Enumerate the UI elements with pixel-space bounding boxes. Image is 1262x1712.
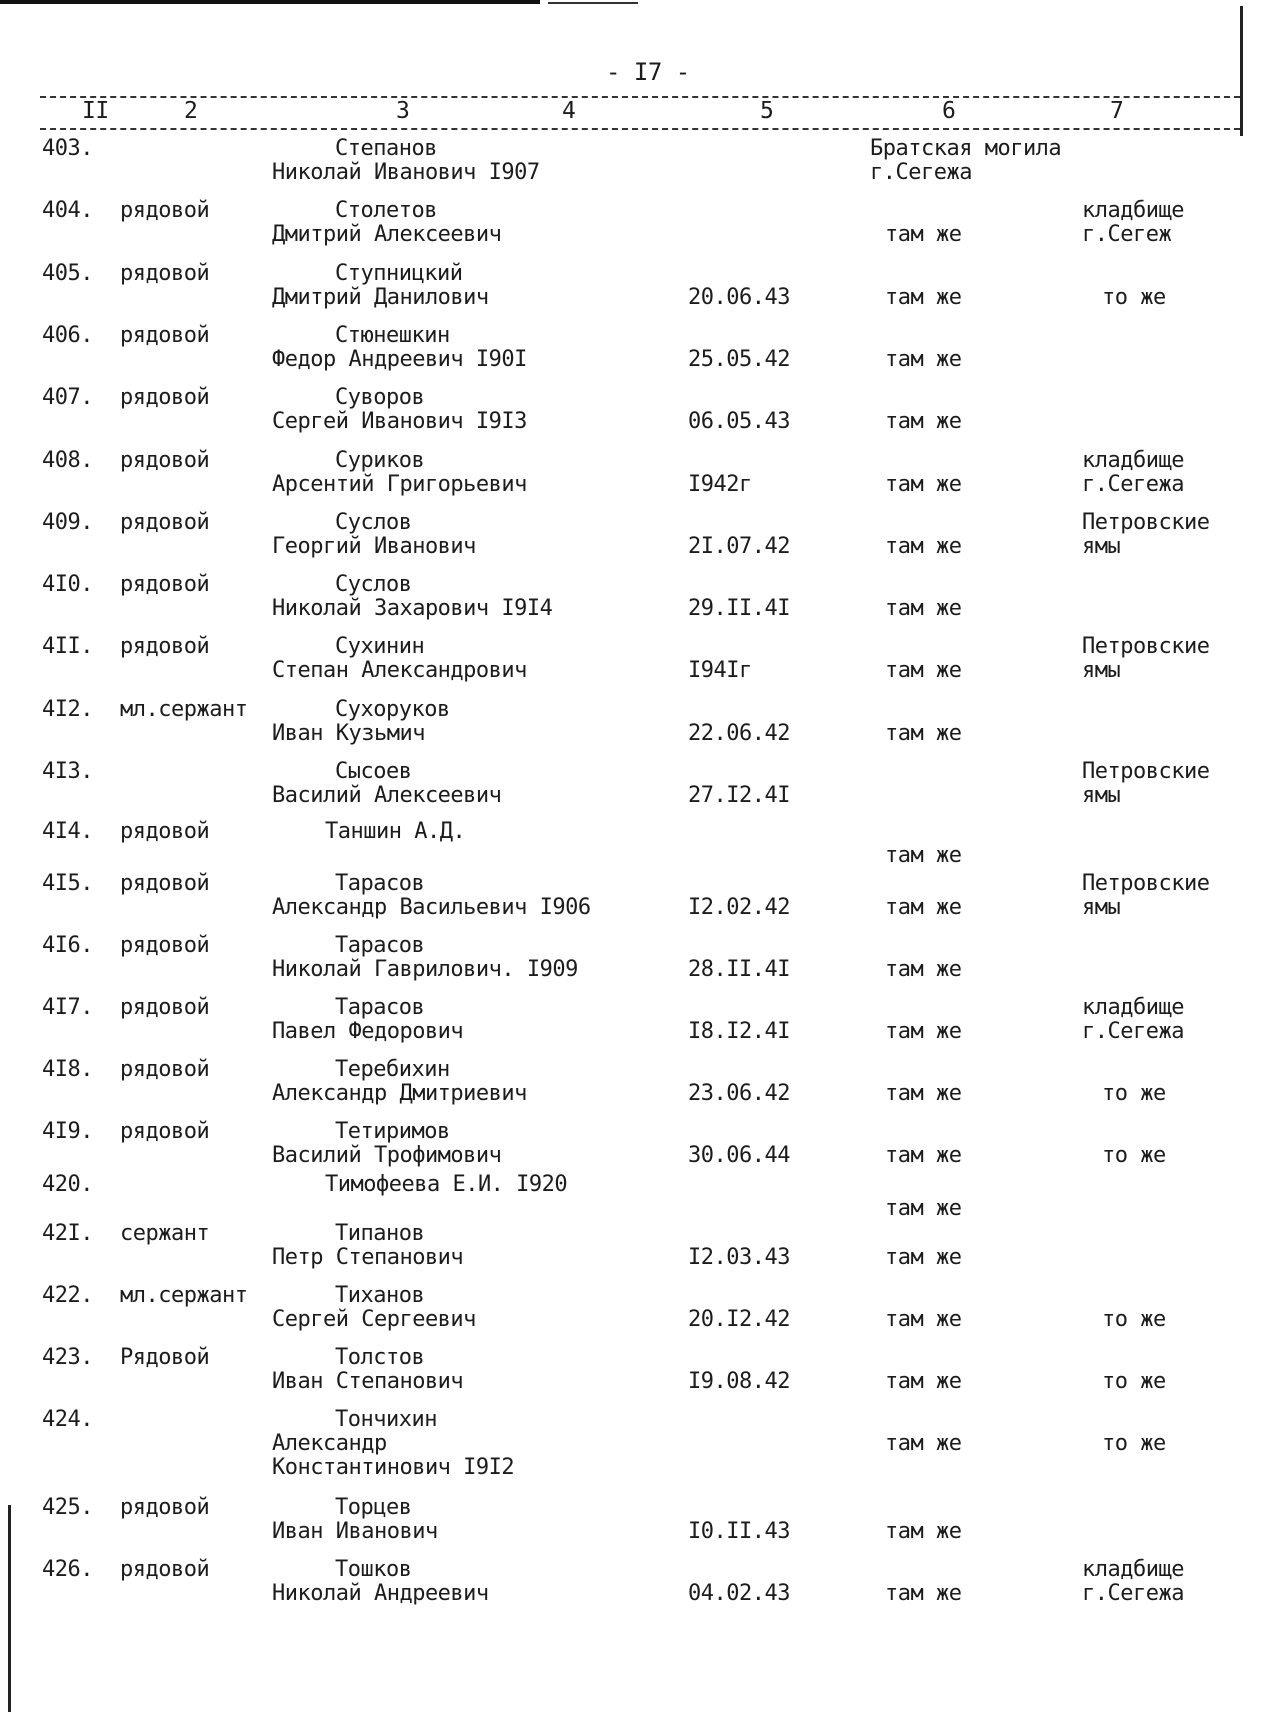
entry-burial-place: там же — [885, 1245, 962, 1270]
entry-death-date: I942г — [688, 472, 752, 497]
entry-burial-site: то же — [1102, 1307, 1166, 1332]
entry-burial-site: то же — [1102, 285, 1166, 310]
entry-burial-place: там же — [885, 596, 962, 621]
column-number-4: 4 — [558, 98, 579, 124]
entry-burial-site: Петровские — [1082, 634, 1210, 659]
entry-rank: рядовой — [120, 448, 210, 473]
entry-burial-place: Братская могила — [870, 136, 1062, 161]
entry-death-date: I0.II.43 — [688, 1519, 790, 1544]
entry-number: 423. — [42, 1345, 93, 1370]
column-number-7: 7 — [1106, 98, 1127, 124]
entry-surname: Суворов — [335, 385, 425, 410]
entry-rank: рядовой — [120, 995, 210, 1020]
entry-rank: мл.сержант — [120, 1283, 248, 1308]
entry-burial-site: г.Сегежа — [1082, 1019, 1184, 1044]
entry-surname: Тарасов — [335, 933, 425, 958]
entry-surname: Тетиримов — [335, 1119, 450, 1144]
entry-number: 4II. — [42, 634, 93, 659]
entry-given-name: Федор Андреевич I90I — [272, 347, 527, 372]
entry-burial-site: то же — [1102, 1081, 1166, 1106]
entry-burial-site: г.Сегеж — [1082, 222, 1172, 247]
entry-number: 420. — [42, 1172, 93, 1197]
entry-burial-place: там же — [885, 409, 962, 434]
entry-death-date: 20.06.43 — [688, 285, 790, 310]
entry-rank: рядовой — [120, 1057, 210, 1082]
entry-burial-site: кладбище — [1082, 448, 1184, 473]
entry-death-date: 29.II.4I — [688, 596, 790, 621]
entry-death-date: 28.II.4I — [688, 957, 790, 982]
entry-rank: Рядовой — [120, 1345, 210, 1370]
entry-burial-site: Петровские — [1082, 871, 1210, 896]
entry-burial-site: Петровские — [1082, 510, 1210, 535]
entry-number: 42I. — [42, 1221, 93, 1246]
entry-death-date: 06.05.43 — [688, 409, 790, 434]
entry-burial-site: то же — [1102, 1369, 1166, 1394]
entry-death-date: I94Iг — [688, 658, 752, 683]
entry-burial-place: там же — [885, 1369, 962, 1394]
entry-surname: Торцев — [335, 1495, 412, 1520]
column-number-6: 6 — [938, 98, 959, 124]
entry-number: 406. — [42, 323, 93, 348]
entry-burial-site: ямы — [1082, 658, 1121, 683]
entry-burial-site: г.Сегежа — [1082, 472, 1184, 497]
entry-death-date: I2.03.43 — [688, 1245, 790, 1270]
entry-death-date: 04.02.43 — [688, 1581, 790, 1606]
entry-rank: рядовой — [120, 198, 210, 223]
entry-surname: Ступницкий — [335, 261, 463, 286]
entry-death-date: I2.02.42 — [688, 895, 790, 920]
entry-death-date: 25.05.42 — [688, 347, 790, 372]
entry-death-date: 23.06.42 — [688, 1081, 790, 1106]
entry-given-name: Степан Александрович — [272, 658, 527, 683]
entry-rank: рядовой — [120, 572, 210, 597]
entry-number: 4I3. — [42, 759, 93, 784]
entry-number: 404. — [42, 198, 93, 223]
entry-rank: рядовой — [120, 1557, 210, 1582]
entry-given-name: Сергей Сергеевич — [272, 1307, 476, 1332]
entry-burial-site: то же — [1102, 1431, 1166, 1456]
entry-burial-place: там же — [885, 721, 962, 746]
entry-rank: рядовой — [120, 933, 210, 958]
entry-rank: рядовой — [120, 634, 210, 659]
entry-number: 409. — [42, 510, 93, 535]
entry-death-date: I9.08.42 — [688, 1369, 790, 1394]
entry-surname: Суслов — [335, 510, 412, 535]
entry-death-date: 20.I2.42 — [688, 1307, 790, 1332]
entry-given-name: Николай Андреевич — [272, 1581, 489, 1606]
entry-surname: Столетов — [335, 198, 437, 223]
entry-number: 4I2. — [42, 697, 93, 722]
entry-rank: мл.сержант — [120, 697, 248, 722]
entry-surname: Степанов — [335, 136, 437, 161]
entry-given-name: Александр Дмитриевич — [272, 1081, 527, 1106]
entry-rank: рядовой — [120, 1119, 210, 1144]
entry-given-name: Константинович I9I2 — [272, 1455, 515, 1480]
entry-burial-place: там же — [885, 1581, 962, 1606]
entry-burial-site: ямы — [1082, 783, 1121, 808]
entry-number: 408. — [42, 448, 93, 473]
entry-burial-place: там же — [885, 1081, 962, 1106]
entry-number: 4I9. — [42, 1119, 93, 1144]
entry-burial-place: там же — [885, 658, 962, 683]
entry-burial-site: ямы — [1082, 895, 1121, 920]
entry-given-name: Александр — [272, 1431, 387, 1456]
entry-surname: Тарасов — [335, 871, 425, 896]
entry-given-name: Дмитрий Алексеевич — [272, 222, 502, 247]
entry-burial-place: там же — [885, 347, 962, 372]
entry-burial-place: там же — [885, 222, 962, 247]
entry-surname: Суслов — [335, 572, 412, 597]
column-header-row — [40, 96, 1240, 130]
page-number: - I7 - — [606, 58, 690, 86]
entry-given-name: Павел Федорович — [272, 1019, 464, 1044]
entry-burial-place: там же — [885, 1196, 962, 1221]
entry-burial-place: там же — [885, 1519, 962, 1544]
entry-death-date: 27.I2.4I — [688, 783, 790, 808]
entry-number: 425. — [42, 1495, 93, 1520]
entry-given-name: Александр Васильевич I906 — [272, 895, 591, 920]
entry-burial-place: там же — [885, 285, 962, 310]
entry-burial-place: там же — [885, 843, 962, 868]
top-border-line-fragment — [548, 2, 638, 4]
entry-burial-place: там же — [885, 957, 962, 982]
entry-burial-place: там же — [885, 534, 962, 559]
entry-burial-site: ямы — [1082, 534, 1121, 559]
entry-surname: Сухинин — [335, 634, 425, 659]
entry-surname: Сысоев — [335, 759, 412, 784]
entry-given-name: Иван Иванович — [272, 1519, 438, 1544]
entry-number: 407. — [42, 385, 93, 410]
entry-burial-site: кладбище — [1082, 198, 1184, 223]
top-border-line — [0, 0, 540, 4]
entry-given-name: Иван Кузьмич — [272, 721, 425, 746]
entry-given-name: Георгий Иванович — [272, 534, 476, 559]
entry-burial-place: там же — [885, 1143, 962, 1168]
entry-death-date: 2I.07.42 — [688, 534, 790, 559]
entry-burial-site: г.Сегежа — [1082, 1581, 1184, 1606]
entry-number: 424. — [42, 1407, 93, 1432]
entry-burial-place: там же — [885, 1019, 962, 1044]
entry-burial-place: г.Сегежа — [870, 160, 972, 185]
entry-surname: Толстов — [335, 1345, 425, 1370]
entry-rank: рядовой — [120, 871, 210, 896]
entry-given-name: Дмитрий Данилович — [272, 285, 489, 310]
entry-burial-place: там же — [885, 472, 962, 497]
entry-given-name: Василий Трофимович — [272, 1143, 502, 1168]
entry-number: 4I0. — [42, 572, 93, 597]
entry-burial-site: то же — [1102, 1143, 1166, 1168]
entry-number: 403. — [42, 136, 93, 161]
entry-number: 4I6. — [42, 933, 93, 958]
entry-burial-place: там же — [885, 895, 962, 920]
column-number-3: 3 — [392, 98, 413, 124]
entry-rank: рядовой — [120, 510, 210, 535]
entry-burial-place: там же — [885, 1431, 962, 1456]
entry-given-name: Николай Иванович I907 — [272, 160, 540, 185]
entry-surname: Таншин А.Д. — [325, 819, 466, 844]
entry-rank: рядовой — [120, 261, 210, 286]
entry-rank: сержант — [120, 1221, 210, 1246]
entry-number: 4I5. — [42, 871, 93, 896]
entry-surname: Тиханов — [335, 1283, 425, 1308]
column-number-1: II — [78, 98, 113, 124]
entry-surname: Типанов — [335, 1221, 425, 1246]
entry-number: 422. — [42, 1283, 93, 1308]
entry-death-date: I8.I2.4I — [688, 1019, 790, 1044]
entry-death-date: 22.06.42 — [688, 721, 790, 746]
left-margin-line — [8, 1505, 11, 1712]
entry-number: 405. — [42, 261, 93, 286]
entry-rank: рядовой — [120, 819, 210, 844]
entry-surname: Суриков — [335, 448, 425, 473]
entry-rank: рядовой — [120, 323, 210, 348]
entry-given-name: Петр Степанович — [272, 1245, 464, 1270]
entry-given-name: Арсентий Григорьевич — [272, 472, 527, 497]
entry-rank: рядовой — [120, 385, 210, 410]
entry-surname: Тарасов — [335, 995, 425, 1020]
entry-given-name: Василий Алексеевич — [272, 783, 502, 808]
column-number-2: 2 — [180, 98, 201, 124]
entry-burial-site: Петровские — [1082, 759, 1210, 784]
entry-number: 4I7. — [42, 995, 93, 1020]
right-margin-line — [1240, 6, 1243, 136]
entry-given-name: Николай Гаврилович. I909 — [272, 957, 578, 982]
entry-surname: Сухоруков — [335, 697, 450, 722]
entry-number: 4I4. — [42, 819, 93, 844]
entry-given-name: Николай Захарович I9I4 — [272, 596, 553, 621]
entry-surname: Теребихин — [335, 1057, 450, 1082]
entry-number: 4I8. — [42, 1057, 93, 1082]
entry-given-name: Сергей Иванович I9I3 — [272, 409, 527, 434]
entry-surname: Тошков — [335, 1557, 412, 1582]
entry-surname: Тимофеева Е.И. I920 — [325, 1172, 568, 1197]
entry-given-name: Иван Степанович — [272, 1369, 464, 1394]
entry-rank: рядовой — [120, 1495, 210, 1520]
entry-burial-place: там же — [885, 1307, 962, 1332]
column-number-5: 5 — [756, 98, 777, 124]
entry-surname: Тончихин — [335, 1407, 437, 1432]
entry-number: 426. — [42, 1557, 93, 1582]
entry-death-date: 30.06.44 — [688, 1143, 790, 1168]
entry-surname: Стюнешкин — [335, 323, 450, 348]
entry-burial-site: кладбище — [1082, 1557, 1184, 1582]
entry-burial-site: кладбище — [1082, 995, 1184, 1020]
